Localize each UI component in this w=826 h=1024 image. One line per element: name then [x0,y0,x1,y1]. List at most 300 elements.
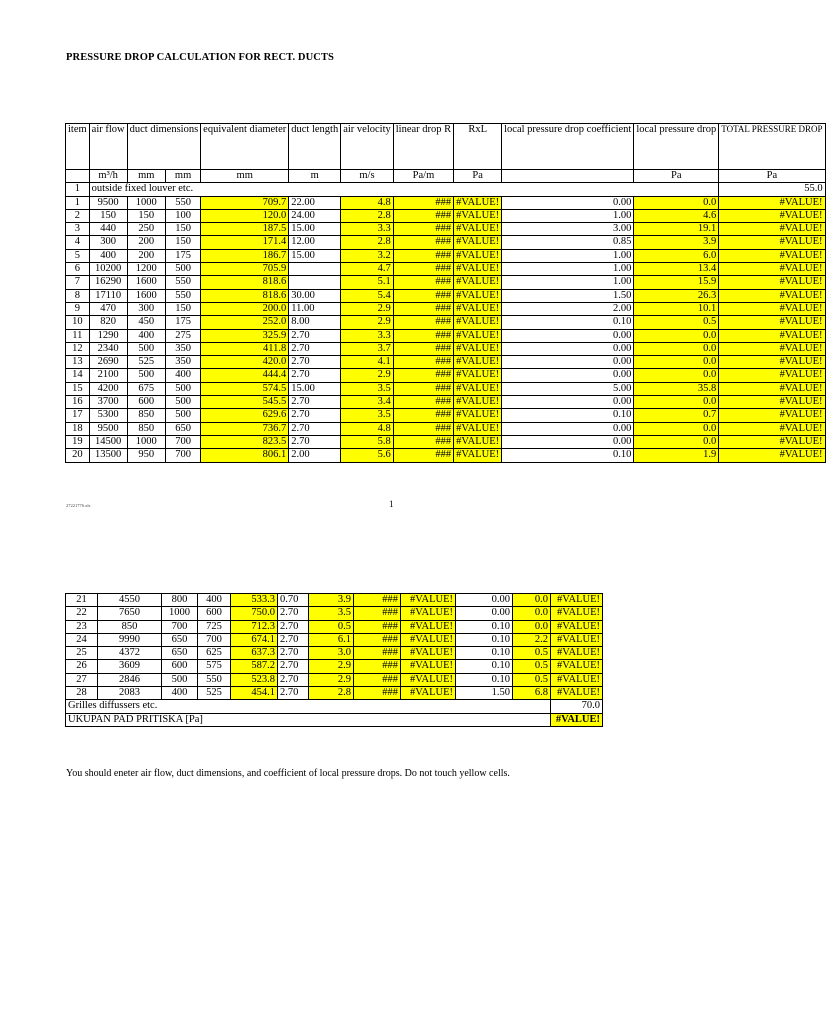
equivalent-diameter-cell: 187.5 [201,223,289,236]
air-velocity-cell: 3.5 [341,382,394,395]
local-pressure-drop-cell: 0.0 [634,422,719,435]
total-pressure-drop-cell: #VALUE! [551,687,603,700]
duct-height-cell[interactable]: 400 [165,369,200,382]
air-flow-cell[interactable]: 4200 [89,382,127,395]
duct-width-cell[interactable]: 450 [127,316,165,329]
duct-width-cell[interactable]: 500 [127,369,165,382]
table-row [66,435,826,448]
air-flow-cell[interactable]: 17110 [89,289,127,302]
table-row [66,236,826,249]
duct-width-cell[interactable]: 850 [127,409,165,422]
duct-width-cell[interactable]: 250 [127,223,165,236]
air-flow-cell[interactable]: 2846 [98,673,162,686]
louver-total[interactable]: 55.0 [719,183,825,196]
local-coefficient-cell[interactable]: 0.00 [502,342,634,355]
duct-height-cell[interactable]: 725 [198,620,231,633]
table-row [66,223,826,236]
duct-length-cell[interactable] [289,276,341,289]
duct-height-cell[interactable]: 175 [165,316,200,329]
total-pressure-drop-cell: #VALUE! [719,382,825,395]
local-coefficient-cell[interactable]: 0.00 [502,396,634,409]
duct-length-cell[interactable]: 2.70 [278,673,309,686]
table-row [66,302,826,315]
duct-width-cell[interactable]: 1000 [127,435,165,448]
total-label: UKUPAN PAD PRITISKA [Pa] [66,713,551,726]
duct-length-cell[interactable]: 15.00 [289,382,341,395]
equivalent-diameter-cell: 587.2 [231,660,278,673]
rxl-cell: #VALUE! [454,356,502,369]
duct-height-cell[interactable]: 500 [165,409,200,422]
grilles-label[interactable]: Grilles diffussers etc. [66,700,551,713]
duct-height-cell[interactable]: 150 [165,302,200,315]
unit-cell [502,170,634,183]
local-pressure-drop-cell: 0.5 [513,673,551,686]
duct-height-cell[interactable]: 500 [165,382,200,395]
local-pressure-drop-cell: 0.0 [634,329,719,342]
air-flow-cell[interactable]: 1290 [89,329,127,342]
air-flow-cell[interactable]: 10200 [89,263,127,276]
local-pressure-drop-cell: 0.5 [634,316,719,329]
duct-width-cell[interactable]: 600 [127,396,165,409]
duct-length-cell[interactable]: 2.70 [278,660,309,673]
total-pressure-drop-cell: #VALUE! [551,673,603,686]
total-pressure-drop-cell: #VALUE! [551,594,603,607]
duct-height-cell[interactable]: 100 [165,209,200,222]
table-row [66,449,826,462]
duct-length-cell[interactable]: 0.70 [278,594,309,607]
air-flow-cell[interactable]: 3700 [89,396,127,409]
local-coefficient-cell[interactable]: 5.00 [502,382,634,395]
duct-length-cell[interactable]: 2.70 [278,633,309,646]
page-title: PRESSURE DROP CALCULATION FOR RECT. DUCTS [66,52,334,63]
local-coefficient-cell[interactable]: 0.10 [502,316,634,329]
local-pressure-drop-cell: 0.0 [634,396,719,409]
air-flow-cell[interactable]: 300 [89,236,127,249]
total-pressure-drop-cell: #VALUE! [719,369,825,382]
item-cell: 22 [66,607,98,620]
local-coefficient-cell[interactable]: 0.00 [502,356,634,369]
unit-cell: mm [127,170,165,183]
air-flow-cell[interactable]: 16290 [89,276,127,289]
total-pressure-drop-cell: #VALUE! [551,607,603,620]
duct-height-cell[interactable]: 175 [165,249,200,262]
air-velocity-cell: 3.9 [309,594,354,607]
equivalent-diameter-cell: 454.1 [231,687,278,700]
total-pressure-drop-cell: #VALUE! [551,647,603,660]
rxl-cell: #VALUE! [401,687,456,700]
duct-width-cell[interactable]: 300 [127,302,165,315]
duct-height-cell[interactable]: 500 [165,396,200,409]
local-coefficient-cell[interactable]: 0.00 [502,422,634,435]
air-flow-cell[interactable]: 2083 [98,687,162,700]
linear-drop-cell: ### [393,435,453,448]
local-pressure-drop-cell: 6.8 [513,687,551,700]
duct-height-cell[interactable]: 550 [165,276,200,289]
duct-width-cell[interactable]: 950 [127,449,165,462]
duct-width-cell[interactable]: 650 [162,647,198,660]
total-pressure-drop-cell: #VALUE! [719,263,825,276]
duct-width-cell[interactable]: 400 [127,329,165,342]
duct-length-cell[interactable]: 2.70 [289,369,341,382]
rxl-cell: #VALUE! [401,594,456,607]
item-cell: 21 [66,594,98,607]
equivalent-diameter-cell: 705.9 [201,263,289,276]
duct-length-cell[interactable]: 2.70 [278,687,309,700]
item-cell: 8 [66,289,90,302]
rxl-cell: #VALUE! [454,342,502,355]
local-coefficient-cell[interactable]: 0.10 [456,673,513,686]
duct-width-cell[interactable]: 850 [127,422,165,435]
linear-drop-cell: ### [354,633,401,646]
linear-drop-cell: ### [393,409,453,422]
local-pressure-drop-cell: 4.6 [634,209,719,222]
duct-width-cell[interactable]: 200 [127,249,165,262]
air-flow-cell[interactable]: 400 [89,249,127,262]
header-duct-dimensions: duct dimensions [127,124,201,170]
header-local-coefficient: local pressure drop coefficient [502,124,634,170]
local-coefficient-cell[interactable]: 0.85 [502,236,634,249]
duct-height-cell[interactable]: 625 [198,647,231,660]
item-cell: 20 [66,449,90,462]
total-pressure-drop-cell: #VALUE! [719,396,825,409]
total-pressure-drop-cell: #VALUE! [719,329,825,342]
local-coefficient-cell[interactable]: 1.00 [502,209,634,222]
local-pressure-drop-cell: 0.7 [634,409,719,422]
equivalent-diameter-cell: 200.0 [201,302,289,315]
item-cell: 24 [66,633,98,646]
local-coefficient-cell[interactable]: 2.00 [502,302,634,315]
linear-drop-cell: ### [393,289,453,302]
duct-height-cell[interactable]: 525 [198,687,231,700]
local-pressure-drop-cell: 15.9 [634,276,719,289]
duct-height-cell[interactable]: 550 [198,673,231,686]
linear-drop-cell: ### [354,687,401,700]
grand-total: #VALUE! [551,713,603,726]
duct-length-cell[interactable]: 2.70 [278,607,309,620]
equivalent-diameter-cell: 823.5 [201,435,289,448]
header-equivalent-diameter: equivalent diameter [201,124,289,170]
duct-length-cell[interactable]: 11.00 [289,302,341,315]
linear-drop-cell: ### [393,356,453,369]
duct-width-cell[interactable]: 150 [127,209,165,222]
rxl-cell: #VALUE! [454,236,502,249]
table-row [66,620,603,633]
item-cell: 26 [66,660,98,673]
rxl-cell: #VALUE! [401,647,456,660]
duct-width-cell[interactable]: 1200 [127,263,165,276]
item-cell: 27 [66,673,98,686]
duct-height-cell[interactable]: 275 [165,329,200,342]
local-coefficient-cell[interactable]: 0.10 [456,620,513,633]
instruction-note: You should eneter air flow, duct dimensions, and coefficient of local pressure drops. Do not touch yellow cells. [66,768,510,779]
local-coefficient-cell[interactable]: 1.00 [502,263,634,276]
local-pressure-drop-cell: 0.0 [634,196,719,209]
air-velocity-cell: 2.9 [309,673,354,686]
duct-width-cell[interactable]: 1600 [127,276,165,289]
local-coefficient-cell[interactable]: 0.00 [502,369,634,382]
duct-height-cell[interactable]: 700 [198,633,231,646]
equivalent-diameter-cell: 420.0 [201,356,289,369]
duct-length-cell[interactable]: 2.70 [289,342,341,355]
local-pressure-drop-cell: 0.0 [634,342,719,355]
local-coefficient-cell[interactable]: 0.00 [456,594,513,607]
equivalent-diameter-cell: 637.3 [231,647,278,660]
equivalent-diameter-cell: 709.7 [201,196,289,209]
air-flow-cell[interactable]: 9500 [89,422,127,435]
duct-height-cell[interactable]: 400 [198,594,231,607]
local-coefficient-cell[interactable]: 1.50 [456,687,513,700]
item-cell: 6 [66,263,90,276]
equivalent-diameter-cell: 750.0 [231,607,278,620]
linear-drop-cell: ### [393,263,453,276]
duct-width-cell[interactable]: 800 [162,594,198,607]
rxl-cell: #VALUE! [454,329,502,342]
air-flow-cell[interactable]: 13500 [89,449,127,462]
air-velocity-cell: 3.2 [341,249,394,262]
air-flow-cell[interactable]: 2100 [89,369,127,382]
pressure-drop-table-page-2 [65,593,603,727]
duct-height-cell[interactable]: 150 [165,236,200,249]
total-pressure-drop-cell: #VALUE! [719,422,825,435]
duct-height-cell[interactable]: 700 [165,449,200,462]
linear-drop-cell: ### [354,607,401,620]
air-velocity-cell: 2.9 [341,302,394,315]
header-rxl: RxL [454,124,502,170]
duct-length-cell[interactable]: 30.00 [289,289,341,302]
total-pressure-drop-cell: #VALUE! [719,449,825,462]
header-air-velocity: air velocity [341,124,394,170]
air-flow-cell[interactable]: 470 [89,302,127,315]
table-row [66,687,603,700]
unit-cell: mm [165,170,200,183]
air-flow-cell[interactable]: 440 [89,223,127,236]
local-coefficient-cell[interactable]: 0.10 [502,449,634,462]
local-coefficient-cell[interactable]: 1.50 [502,289,634,302]
local-pressure-drop-cell: 0.0 [513,607,551,620]
duct-length-cell[interactable]: 15.00 [289,249,341,262]
duct-length-cell[interactable]: 2.70 [278,620,309,633]
duct-height-cell[interactable]: 650 [165,422,200,435]
total-pressure-drop-cell: #VALUE! [719,289,825,302]
header-row [66,124,826,170]
equivalent-diameter-cell: 252.0 [201,316,289,329]
air-velocity-cell: 4.8 [341,422,394,435]
total-pressure-drop-cell: #VALUE! [719,223,825,236]
total-pressure-drop-cell: #VALUE! [719,435,825,448]
duct-height-cell[interactable]: 150 [165,223,200,236]
linear-drop-cell: ### [393,396,453,409]
linear-drop-cell: ### [354,620,401,633]
air-flow-cell[interactable]: 2340 [89,342,127,355]
linear-drop-cell: ### [393,223,453,236]
duct-height-cell[interactable]: 350 [165,356,200,369]
air-flow-cell[interactable]: 4372 [98,647,162,660]
local-coefficient-cell[interactable]: 0.10 [456,633,513,646]
table-row [66,660,603,673]
rxl-cell: #VALUE! [454,382,502,395]
air-velocity-cell: 2.9 [341,316,394,329]
duct-width-cell[interactable]: 525 [127,356,165,369]
air-velocity-cell: 4.1 [341,356,394,369]
total-pressure-drop-cell: #VALUE! [719,409,825,422]
page-number: 1 [389,499,394,509]
local-coefficient-cell[interactable]: 3.00 [502,223,634,236]
duct-height-cell[interactable]: 350 [165,342,200,355]
unit-cell: mm [201,170,289,183]
duct-height-cell[interactable]: 500 [165,263,200,276]
header-total-pressure-drop: TOTAL PRESSURE DROP [719,124,825,170]
duct-height-cell[interactable]: 700 [165,435,200,448]
table-row [66,409,826,422]
duct-width-cell[interactable]: 1000 [162,607,198,620]
duct-length-cell[interactable]: 22.00 [289,196,341,209]
duct-height-cell[interactable]: 550 [165,196,200,209]
total-pressure-drop-cell: #VALUE! [719,209,825,222]
linear-drop-cell: ### [354,594,401,607]
duct-length-cell[interactable]: 2.70 [289,422,341,435]
item-cell: 5 [66,249,90,262]
local-coefficient-cell[interactable]: 0.00 [502,329,634,342]
air-velocity-cell: 0.5 [309,620,354,633]
table-row [66,647,603,660]
local-coefficient-cell[interactable]: 0.10 [456,647,513,660]
local-pressure-drop-cell: 0.0 [634,435,719,448]
local-coefficient-cell[interactable]: 0.00 [456,607,513,620]
item-cell: 3 [66,223,90,236]
duct-height-cell[interactable]: 575 [198,660,231,673]
air-flow-cell[interactable]: 3609 [98,660,162,673]
table-row [66,196,826,209]
equivalent-diameter-cell: 818.6 [201,276,289,289]
duct-width-cell[interactable]: 600 [162,660,198,673]
duct-length-cell[interactable]: 2.70 [278,647,309,660]
duct-width-cell[interactable]: 500 [162,673,198,686]
air-flow-cell[interactable]: 150 [89,209,127,222]
air-flow-cell[interactable]: 850 [98,620,162,633]
local-coefficient-cell[interactable]: 1.00 [502,276,634,289]
air-velocity-cell: 3.7 [341,342,394,355]
duct-height-cell[interactable]: 600 [198,607,231,620]
grilles-row [66,700,603,713]
local-pressure-drop-cell: 0.0 [513,594,551,607]
total-pressure-drop-cell: #VALUE! [719,356,825,369]
duct-width-cell[interactable]: 200 [127,236,165,249]
rxl-cell: #VALUE! [454,409,502,422]
duct-length-cell[interactable]: 2.70 [289,329,341,342]
local-coefficient-cell[interactable]: 0.00 [502,196,634,209]
equivalent-diameter-cell: 325.9 [201,329,289,342]
table-row [66,673,603,686]
rxl-cell: #VALUE! [401,607,456,620]
duct-length-cell[interactable]: 2.70 [289,435,341,448]
duct-length-cell[interactable]: 8.00 [289,316,341,329]
equivalent-diameter-cell: 806.1 [201,449,289,462]
duct-length-cell[interactable]: 12.00 [289,236,341,249]
air-flow-cell[interactable]: 9990 [98,633,162,646]
air-velocity-cell: 3.0 [309,647,354,660]
table-row [66,289,826,302]
duct-width-cell[interactable]: 675 [127,382,165,395]
rxl-cell: #VALUE! [454,276,502,289]
equivalent-diameter-cell: 629.6 [201,409,289,422]
equivalent-diameter-cell: 120.0 [201,209,289,222]
table-row [66,369,826,382]
equivalent-diameter-cell: 171.4 [201,236,289,249]
equivalent-diameter-cell: 574.5 [201,382,289,395]
duct-width-cell[interactable]: 500 [127,342,165,355]
unit-cell: Pa [454,170,502,183]
total-pressure-drop-cell: #VALUE! [719,196,825,209]
air-velocity-cell: 3.5 [309,607,354,620]
air-flow-cell[interactable]: 4550 [98,594,162,607]
duct-height-cell[interactable]: 550 [165,289,200,302]
local-pressure-drop-cell: 35.8 [634,382,719,395]
duct-length-cell[interactable]: 2.70 [289,356,341,369]
table-row [66,209,826,222]
local-pressure-drop-cell: 26.3 [634,289,719,302]
local-pressure-drop-cell: 0.5 [513,660,551,673]
louver-label[interactable]: outside fixed louver etc. [89,183,719,196]
air-velocity-cell: 5.8 [341,435,394,448]
table-row [66,316,826,329]
table-row [66,594,603,607]
rxl-cell: #VALUE! [454,223,502,236]
rxl-cell: #VALUE! [401,620,456,633]
item-cell: 23 [66,620,98,633]
air-velocity-cell: 4.7 [341,263,394,276]
duct-length-cell[interactable] [289,263,341,276]
local-coefficient-cell[interactable]: 0.10 [502,409,634,422]
table-row [66,396,826,409]
item-cell: 15 [66,382,90,395]
local-coefficient-cell[interactable]: 0.00 [502,435,634,448]
duct-width-cell[interactable]: 1600 [127,289,165,302]
air-flow-cell[interactable]: 5300 [89,409,127,422]
local-coefficient-cell[interactable]: 0.10 [456,660,513,673]
air-velocity-cell: 2.9 [309,660,354,673]
duct-width-cell[interactable]: 700 [162,620,198,633]
linear-drop-cell: ### [393,196,453,209]
equivalent-diameter-cell: 411.8 [201,342,289,355]
duct-length-cell[interactable]: 15.00 [289,223,341,236]
linear-drop-cell: ### [354,673,401,686]
duct-width-cell[interactable]: 400 [162,687,198,700]
air-flow-cell[interactable]: 820 [89,316,127,329]
rxl-cell: #VALUE! [454,302,502,315]
duct-length-cell[interactable]: 2.70 [289,409,341,422]
units-row [66,170,826,183]
duct-length-cell[interactable]: 2.70 [289,396,341,409]
grilles-total[interactable]: 70.0 [551,700,603,713]
air-flow-cell[interactable]: 9500 [89,196,127,209]
linear-drop-cell: ### [393,302,453,315]
rxl-cell: #VALUE! [401,660,456,673]
air-flow-cell[interactable]: 2690 [89,356,127,369]
duct-width-cell[interactable]: 1000 [127,196,165,209]
linear-drop-cell: ### [393,209,453,222]
duct-length-cell[interactable]: 2.00 [289,449,341,462]
equivalent-diameter-cell: 186.7 [201,249,289,262]
air-flow-cell[interactable]: 14500 [89,435,127,448]
equivalent-diameter-cell: 523.8 [231,673,278,686]
air-flow-cell[interactable]: 7650 [98,607,162,620]
duct-length-cell[interactable]: 24.00 [289,209,341,222]
local-coefficient-cell[interactable]: 1.00 [502,249,634,262]
duct-width-cell[interactable]: 650 [162,633,198,646]
item-cell: 7 [66,276,90,289]
item-cell: 1 [66,196,90,209]
item-cell: 9 [66,302,90,315]
